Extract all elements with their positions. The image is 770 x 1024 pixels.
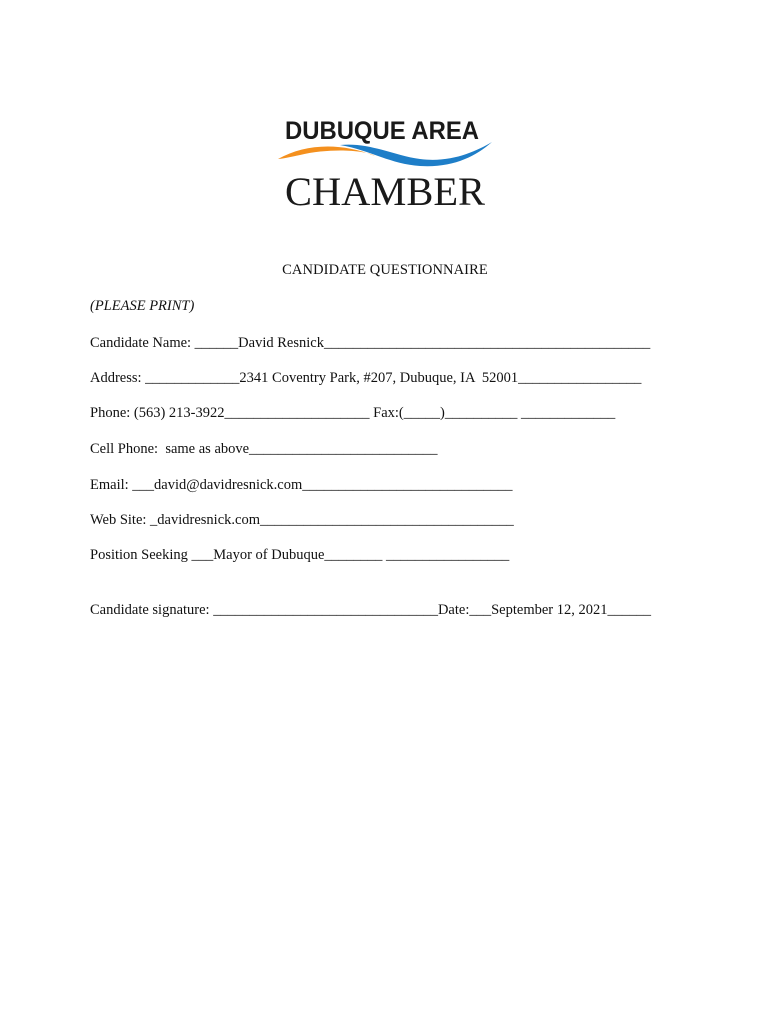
document-title: CANDIDATE QUESTIONNAIRE [282,262,488,278]
email-field: Email: ___david@davidresnick.com_____________________________ [90,477,513,493]
please-print-instruction: (PLEASE PRINT) [90,298,195,314]
logo-text-bottom: CHAMBER [285,169,486,212]
blue-wave-shape [340,142,492,166]
address-field: Address: _____________2341 Coventry Park, #207, Dubuque, IA 52001_________________ [90,370,642,386]
web-site-field: Web Site: _davidresnick.com___________________________________ [90,512,514,528]
chamber-logo [270,112,500,212]
phone-fax-field: Phone: (563) 213-3922____________________ Fax:(_____)__________ _____________ [90,405,616,421]
signature-date-field: Candidate signature: _______________________________Date:___September 12, 2021______ [90,602,651,618]
candidate-name-field: Candidate Name: ______David Resnick_____________________________________________ [90,335,651,351]
position-seeking-field: Position Seeking ___Mayor of Dubuque________ _________________ [90,547,510,563]
cell-phone-field: Cell Phone: same as above__________________________ [90,441,438,457]
logo-text-top: DUBUQUE AREA [285,117,479,145]
